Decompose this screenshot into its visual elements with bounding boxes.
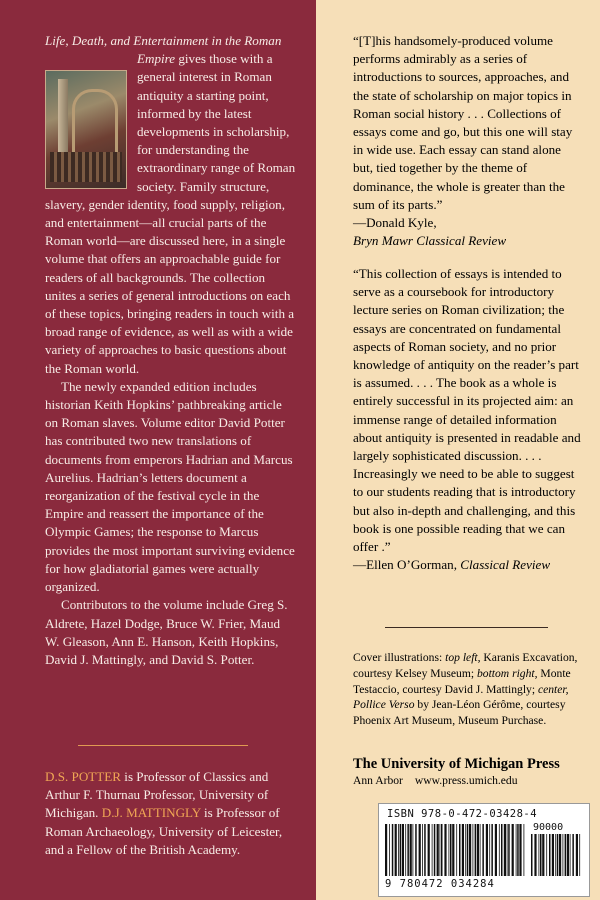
- barcode-main-bars: [385, 824, 525, 876]
- left-divider: [78, 745, 248, 746]
- description-intro: gives those with a general interest in Roman antiquity a starting point, informed by the latest developments in scholarship, for understanding the extraordinary range of Roman society. Family structure, slavery, gender identity, food supply, religion, and entertainment—all crucial parts of the Roman world—are discussed here, in a single volume that offers an approachable guide for readers of all backgrounds. The collection unites a series of general introductions on each of these topics, bringing readers in touch with a broad range of evidence, as well as with a wide variety of approaches to basic questions about the Roman world.: [45, 51, 296, 376]
- cover-credits: Cover illustrations: top left, Karanis Excavation, courtesy Kelsey Museum; bottom right, Monte Testaccio, courtesy David J. Mattingly; center, Pollice Verso by Jean-Léon Gérôme, courtesy Phoenix Art Museum, Museum Purchase.: [353, 651, 578, 728]
- description-paragraph-2: The newly expanded edition includes historian Keith Hopkins’ pathbreaking article on Roman slaves. Volume editor David Potter has contributed two new translations of documents from emperors Hadrian and Marcus Aurelius. Hadrian’s letters document a reorganization of the festival cycle in the Empire and reassert the importance of the Olympic Games; the response to Marcus provides the most important surviving evidence for how gladiatorial games were actually organized.: [45, 378, 295, 595]
- publisher-name: The University of Michigan Press: [353, 756, 560, 772]
- book-title-italic: Life, Death, and Entertainment in the Roman Empire: [45, 33, 282, 67]
- review-source-2: Classical Review: [460, 557, 551, 573]
- author-bio-mattingly: is Professor of Roman Archaeology, University of Leicester, and a Fellow of the British Academy.: [45, 805, 283, 857]
- review-text-1: “[T]his handsomely-produced volume performs admirably as a series of introductions to sources, approaches, and the state of scholarship on major topics in Roman social history . . . Collections of essays come and go, but this one will stay in wide use. Each essay can stand alone but, tied together by the theme of dominance, the whole is greater than the sum of its parts.”: [353, 33, 573, 212]
- review-text-2: “This collection of essays is intended to serve as a coursebook for introductory lecture series on Roman civilization; the essays are concentrated on fundamental aspects of Roman society, and no prior knowledge of antiquity on the reader’s part is assumed. . . . The book as a whole is entirely successful in its projected aim: an immense range of detailed information about antiquity is presented in readable and largely sophisticated discussion. . . . Increasingly we need to be able to suggest to our students reading that is introductory but also in-depth and challenging, and this book is one possible reading that we can offer .”: [353, 266, 581, 555]
- review-author-2: —Ellen O’Gorman,: [353, 557, 461, 573]
- barcode-addon-bars: [531, 834, 581, 876]
- credits-label: Cover illustrations:: [353, 651, 446, 664]
- author-name-potter: D.S. POTTER: [45, 769, 122, 784]
- isbn-text: ISBN 978-0-472-03428-4: [387, 808, 538, 820]
- publisher-url: www.press.umich.edu: [414, 774, 518, 787]
- author-bio: [45, 768, 300, 859]
- review-source-1: Bryn Mawr Classical Review: [353, 233, 507, 249]
- review-quote-2: [353, 265, 581, 574]
- review-attribution-2: [353, 556, 581, 574]
- author-name-mattingly: D.J. MATTINGLY: [101, 805, 201, 821]
- addon-number: 90000: [533, 822, 564, 833]
- author-bio-potter: is Professor of Classics and Arthur F. Thurnau Professor, University of Michigan.: [45, 769, 269, 821]
- barcode-number: 9 780472 034284: [385, 878, 495, 890]
- review-author-1: —Donald Kyle,: [353, 215, 437, 231]
- publisher-block: [353, 755, 593, 789]
- cover-illustration-image: [45, 70, 127, 189]
- review-quote-1: [353, 32, 581, 250]
- isbn-barcode: [378, 803, 590, 897]
- description-paragraph-3: Contributors to the volume include Greg S. Aldrete, Hazel Dodge, Bruce W. Frier, Maud W. Gleason, Ann E. Hanson, Keith Hopkins, David J. Mattingly, and David S. Potter.: [45, 597, 288, 667]
- publisher-city: Ann Arbor: [353, 774, 403, 787]
- right-divider: [385, 627, 548, 628]
- description-paragraph-1: [45, 32, 297, 378]
- description-text: [45, 32, 297, 669]
